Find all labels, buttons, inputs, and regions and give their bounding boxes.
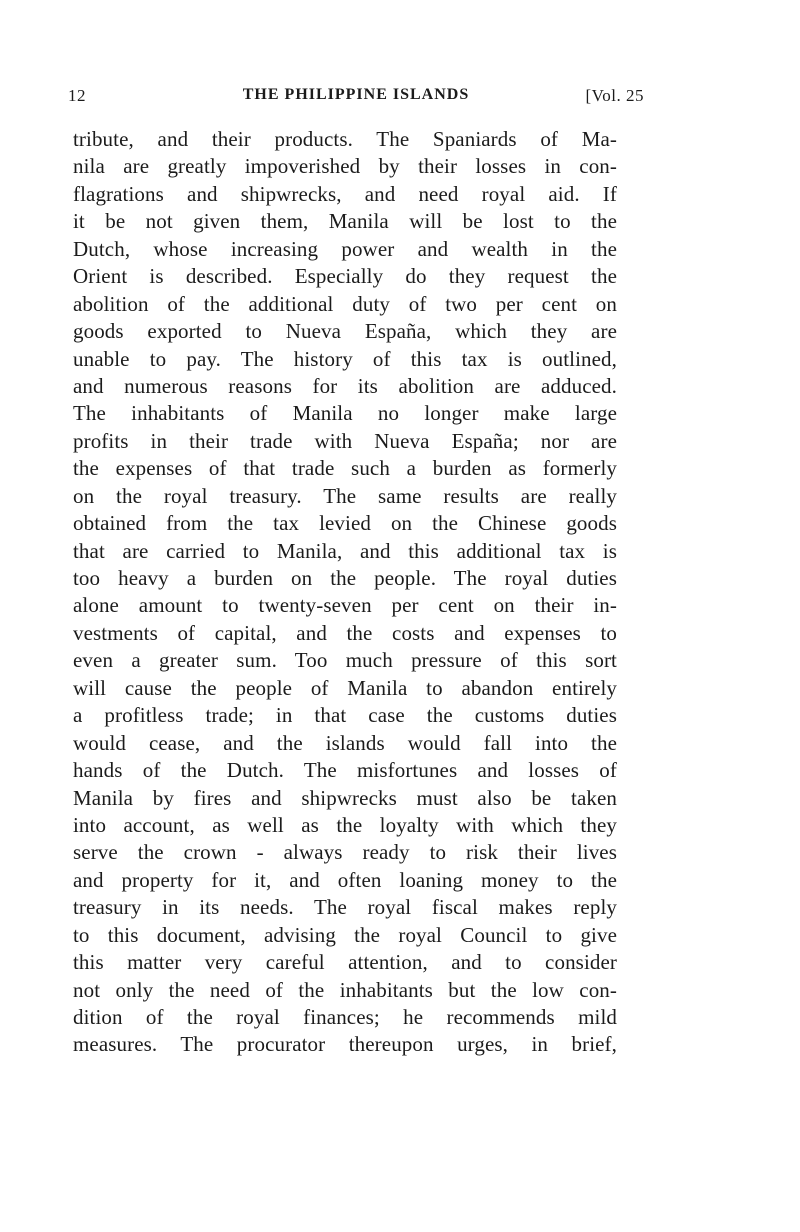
text-line: even a greater sum. Too much pressure of this sort [73, 648, 617, 673]
running-header [68, 86, 644, 110]
text-line: the expenses of that trade such a burden as formerly [73, 456, 617, 481]
text-line: treasury in its needs. The royal fiscal makes reply [73, 895, 617, 920]
text-line: dition of the royal finances; he recommends mild [73, 1005, 617, 1029]
text-line: measures. The procurator thereupon urges, in brief, [73, 1032, 617, 1057]
text-line: will cause the people of Manila to abandon entirely [73, 675, 617, 700]
text-line: vestments of capital, and the costs and expenses to [73, 620, 617, 645]
text-line: too heavy a burden on the people. The royal duties [73, 566, 617, 590]
text-line: unable to pay. The history of this tax is outlined, [73, 346, 617, 371]
volume-label: [Vol. 25 [585, 86, 644, 105]
text-line: serve the crown - always ready to risk their lives [73, 840, 617, 865]
text-line: obtained from the tax levied on the Chinese goods [73, 511, 617, 536]
text-line: flagrations and shipwrecks, and need royal aid. If [73, 181, 617, 206]
text-line: into account, as well as the loyalty with which they [73, 812, 617, 837]
text-line: nila are greatly impoverished by their losses in con- [73, 154, 617, 179]
text-line: and property for it, and often loaning money to the [73, 867, 617, 892]
page-number: 12 [68, 86, 86, 105]
text-line: on the royal treasury. The same results are really [73, 483, 617, 508]
text-line: Manila by fires and shipwrecks must also be taken [73, 785, 617, 810]
text-line: profits in their trade with Nueva España; nor are [73, 428, 617, 453]
text-line: The inhabitants of Manila no longer make large [73, 401, 617, 426]
running-title: THE PHILIPPINE ISLANDS [242, 86, 470, 103]
text-line: to this document, advising the royal Council to give [73, 922, 617, 947]
text-line: Dutch, whose increasing power and wealth in the [73, 236, 617, 261]
text-line: this matter very careful attention, and to consider [73, 950, 617, 975]
text-line: abolition of the additional duty of two per cent on [73, 291, 617, 316]
text-line: alone amount to twenty-seven per cent on their in- [73, 593, 617, 618]
text-line: it be not given them, Manila will be lost to the [73, 209, 617, 234]
text-line: and numerous reasons for its abolition are adduced. [73, 373, 617, 398]
body-text [73, 126, 617, 1059]
text-line: not only the need of the inhabitants but the low con- [73, 977, 617, 1002]
text-line: goods exported to Nueva España, which they are [73, 319, 617, 344]
text-line: Orient is described. Especially do they request the [73, 264, 617, 289]
text-line: tribute, and their products. The Spaniards of Ma- [73, 127, 617, 151]
text-line: hands of the Dutch. The misfortunes and losses of [73, 758, 617, 783]
text-line: a profitless trade; in that case the customs duties [73, 703, 617, 728]
text-line: that are carried to Manila, and this additional tax is [73, 538, 617, 563]
text-line: would cease, and the islands would fall into the [73, 730, 617, 755]
